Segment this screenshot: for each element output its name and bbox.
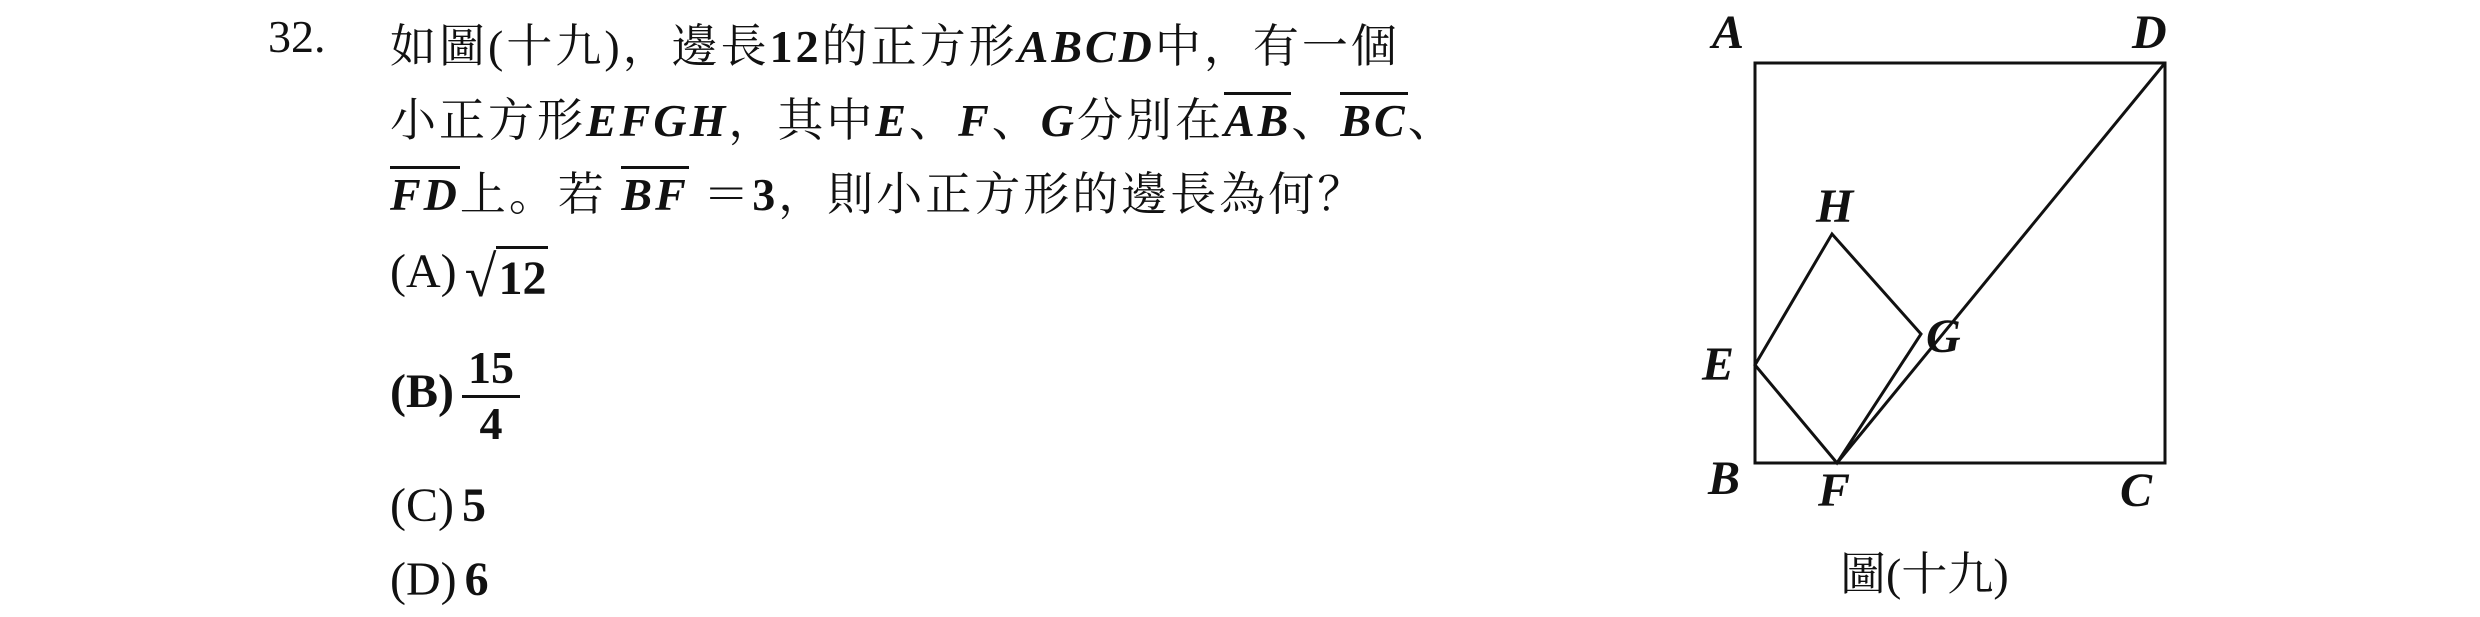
- stem-text: 中，有一個: [1154, 21, 1400, 72]
- option-c[interactable]: [390, 478, 486, 533]
- option-b-denominator: 4: [479, 397, 503, 449]
- stem-line-2: [390, 84, 1457, 150]
- stem-segment-bf: BF: [621, 166, 688, 219]
- stem-text: 如圖(十九)，邊長: [390, 21, 770, 72]
- option-b-label: (B): [390, 365, 454, 419]
- option-a-radicand: 12: [496, 246, 548, 306]
- stem-equals: ＝: [703, 169, 753, 220]
- stem-bf-value: 3: [752, 169, 779, 220]
- figure-caption: 圖(十九): [1840, 549, 2009, 600]
- vertex-label-c: C: [2120, 464, 2153, 517]
- stem-separator: 、: [1291, 95, 1341, 146]
- option-a-sqrt: [464, 243, 549, 309]
- stem-text: 分別在: [1076, 95, 1224, 146]
- vertex-label-e: E: [1702, 338, 1735, 391]
- stem-line-1: [390, 10, 1400, 76]
- question-number: 32.: [268, 11, 326, 62]
- option-c-value: 5: [461, 479, 486, 532]
- option-b-fraction: [462, 342, 520, 451]
- geometry-diagram: [1690, 0, 2170, 617]
- vertex-label-d: D: [2132, 6, 2167, 59]
- vertex-label-f: F: [1818, 464, 1851, 517]
- stem-point-e: E: [875, 95, 910, 146]
- stem-text: ，其中: [728, 95, 876, 146]
- segment-fd: [1837, 63, 2165, 463]
- stem-separator: 、: [909, 95, 959, 146]
- stem-segment-fd: FD: [390, 166, 460, 219]
- option-a-label: (A): [390, 245, 457, 298]
- stem-separator: 、: [1407, 95, 1457, 146]
- radical-sign-icon: √: [464, 243, 497, 309]
- stem-line-3: [390, 158, 1366, 224]
- option-d-label: (D): [390, 553, 457, 606]
- stem-square-efgh: EFGH: [586, 95, 729, 146]
- stem-text: ，則小正方形的邊長為何？: [778, 169, 1367, 220]
- vertex-label-g: G: [1926, 310, 1961, 363]
- stem-text: 上。若: [459, 169, 607, 220]
- vertex-label-b: B: [1708, 452, 1741, 505]
- stem-segment-bc: BC: [1340, 92, 1407, 145]
- stem-side-length: 12: [769, 21, 822, 72]
- square-efgh: [1755, 234, 1921, 463]
- vertex-label-a: A: [1712, 6, 1745, 59]
- question-32: [268, 0, 1648, 617]
- stem-text: 的正方形: [821, 21, 1018, 72]
- option-d-value: 6: [464, 553, 489, 606]
- figure-19: [1690, 0, 2170, 617]
- stem-point-f: F: [958, 95, 992, 146]
- stem-segment-ab: AB: [1224, 92, 1291, 145]
- option-b-numerator: 15: [462, 342, 520, 398]
- option-d[interactable]: [390, 552, 489, 607]
- stem-text: 小正方形: [390, 95, 586, 146]
- option-b[interactable]: [390, 342, 520, 451]
- option-c-label: (C): [390, 479, 454, 532]
- option-a[interactable]: [390, 243, 548, 309]
- stem-point-g: G: [1040, 95, 1077, 146]
- stem-separator: 、: [991, 95, 1041, 146]
- vertex-label-h: H: [1816, 180, 1854, 233]
- stem-square-abcd: ABCD: [1017, 21, 1155, 72]
